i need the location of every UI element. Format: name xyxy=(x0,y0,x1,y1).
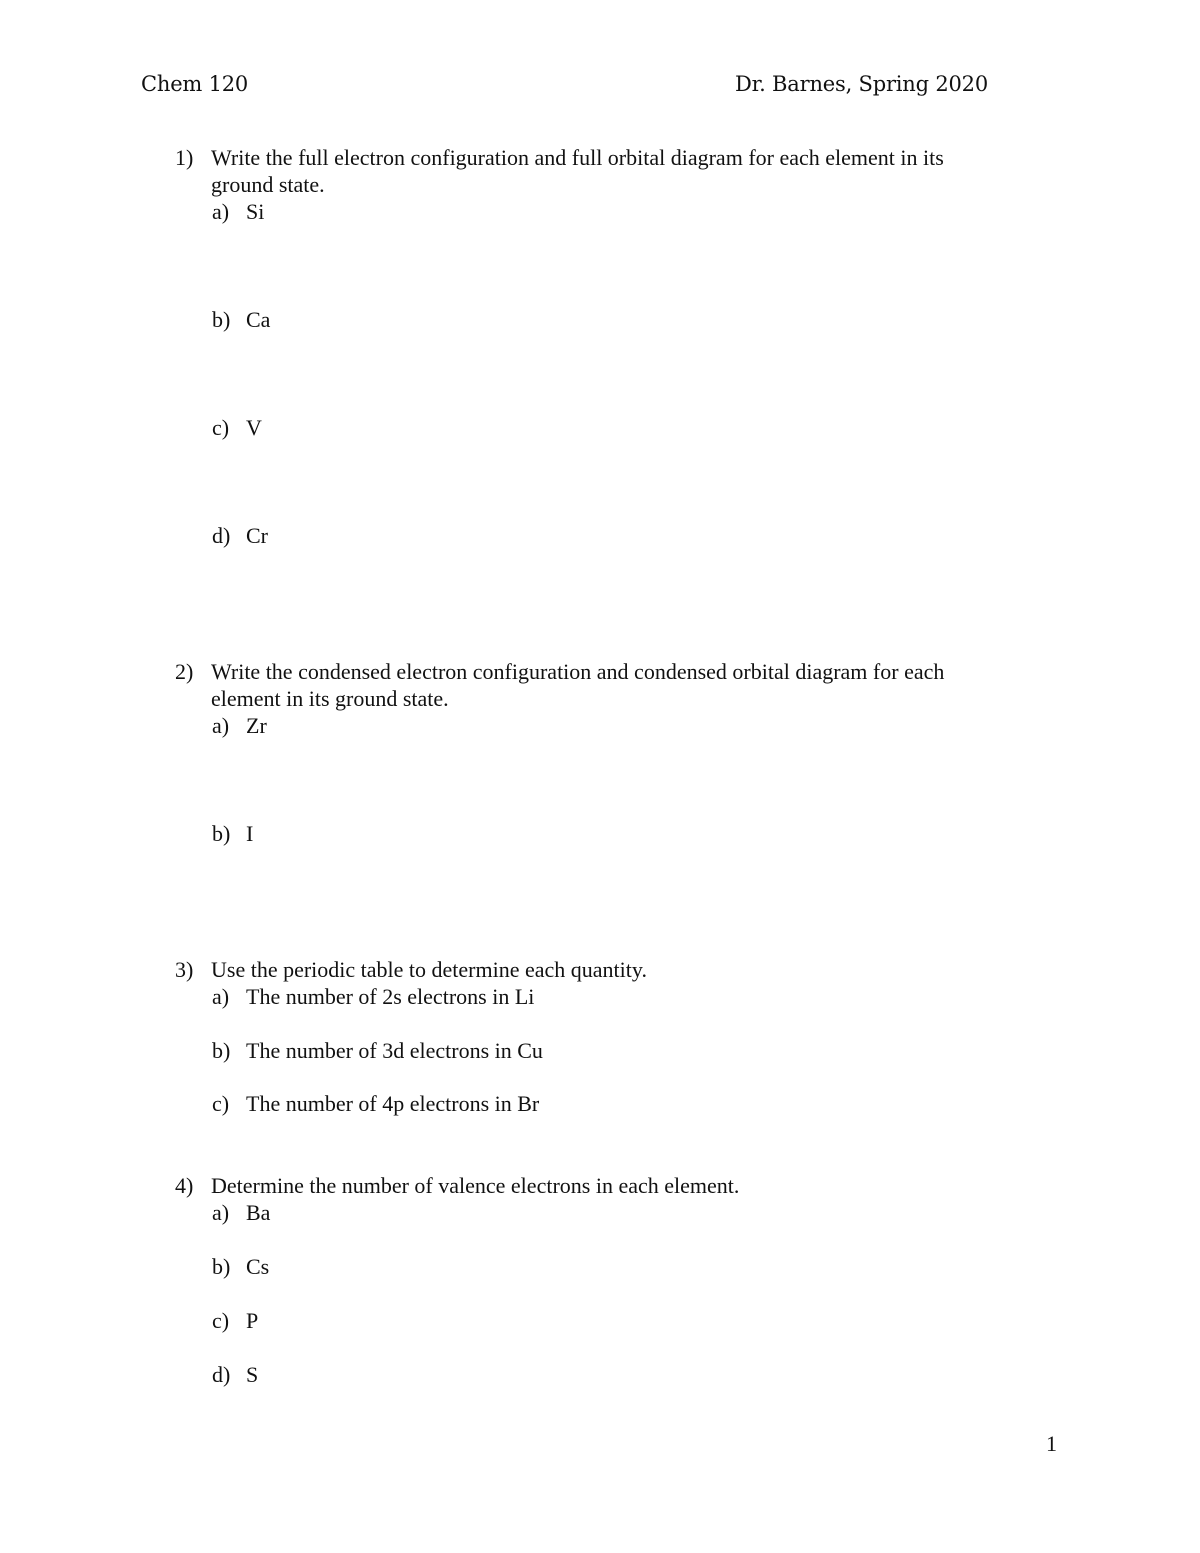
question-2-part-a-label: a) xyxy=(212,713,230,738)
question-1-text-line-1: Write the full electron configuration and full orbital diagram for each element in its xyxy=(211,145,944,170)
question-1-text-line-2: ground state. xyxy=(211,172,325,197)
instructor-term: Dr. Barnes, Spring 2020 xyxy=(734,72,988,96)
question-3-part-c-text: The number of 4p electrons in Br xyxy=(246,1091,540,1116)
question-2-part-b-label: b) xyxy=(212,821,231,846)
course-title: Chem 120 xyxy=(141,72,249,96)
question-3-part-a-text: The number of 2s electrons in Li xyxy=(246,984,535,1009)
question-2-text-line-1: Write the condensed electron configuration and condensed orbital diagram for each xyxy=(211,659,945,684)
question-1-part-a-text: Si xyxy=(246,199,265,224)
question-3-part-b-label: b) xyxy=(212,1038,231,1063)
question-4-part-a-text: Ba xyxy=(246,1200,271,1225)
question-3-part-a-label: a) xyxy=(212,984,230,1009)
question-1-part-c-text: V xyxy=(246,415,262,440)
question-4-part-c-label: c) xyxy=(212,1308,230,1333)
question-1-part-b-text: Ca xyxy=(246,307,271,332)
question-4-part-b-text: Cs xyxy=(246,1254,270,1279)
question-3-text-line-1: Use the periodic table to determine each quantity. xyxy=(211,957,647,982)
question-4-number: 4) xyxy=(175,1173,194,1198)
question-3-number: 3) xyxy=(175,957,194,982)
question-2-part-a-text: Zr xyxy=(246,713,267,738)
question-4-text-line-1: Determine the number of valence electrons in each element. xyxy=(211,1173,740,1198)
question-4-part-c-text: P xyxy=(246,1308,259,1333)
question-2-text-line-2: element in its ground state. xyxy=(211,686,449,711)
question-2-part-b-text: I xyxy=(246,821,254,846)
question-2-number: 2) xyxy=(175,659,194,684)
question-1-number: 1) xyxy=(175,145,194,170)
question-1-part-d-text: Cr xyxy=(246,523,268,548)
question-3-part-c-label: c) xyxy=(212,1091,230,1116)
page-number: 1 xyxy=(1046,1431,1057,1456)
question-1-part-c-label: c) xyxy=(212,415,230,440)
question-4-part-b-label: b) xyxy=(212,1254,231,1279)
question-4-part-d-label: d) xyxy=(212,1362,231,1387)
question-1-part-d-label: d) xyxy=(212,523,231,548)
question-4-part-a-label: a) xyxy=(212,1200,230,1225)
question-1-part-b-label: b) xyxy=(212,307,231,332)
question-4-part-d-text: S xyxy=(246,1362,259,1387)
question-3-part-b-text: The number of 3d electrons in Cu xyxy=(246,1038,543,1063)
question-1-part-a-label: a) xyxy=(212,199,230,224)
